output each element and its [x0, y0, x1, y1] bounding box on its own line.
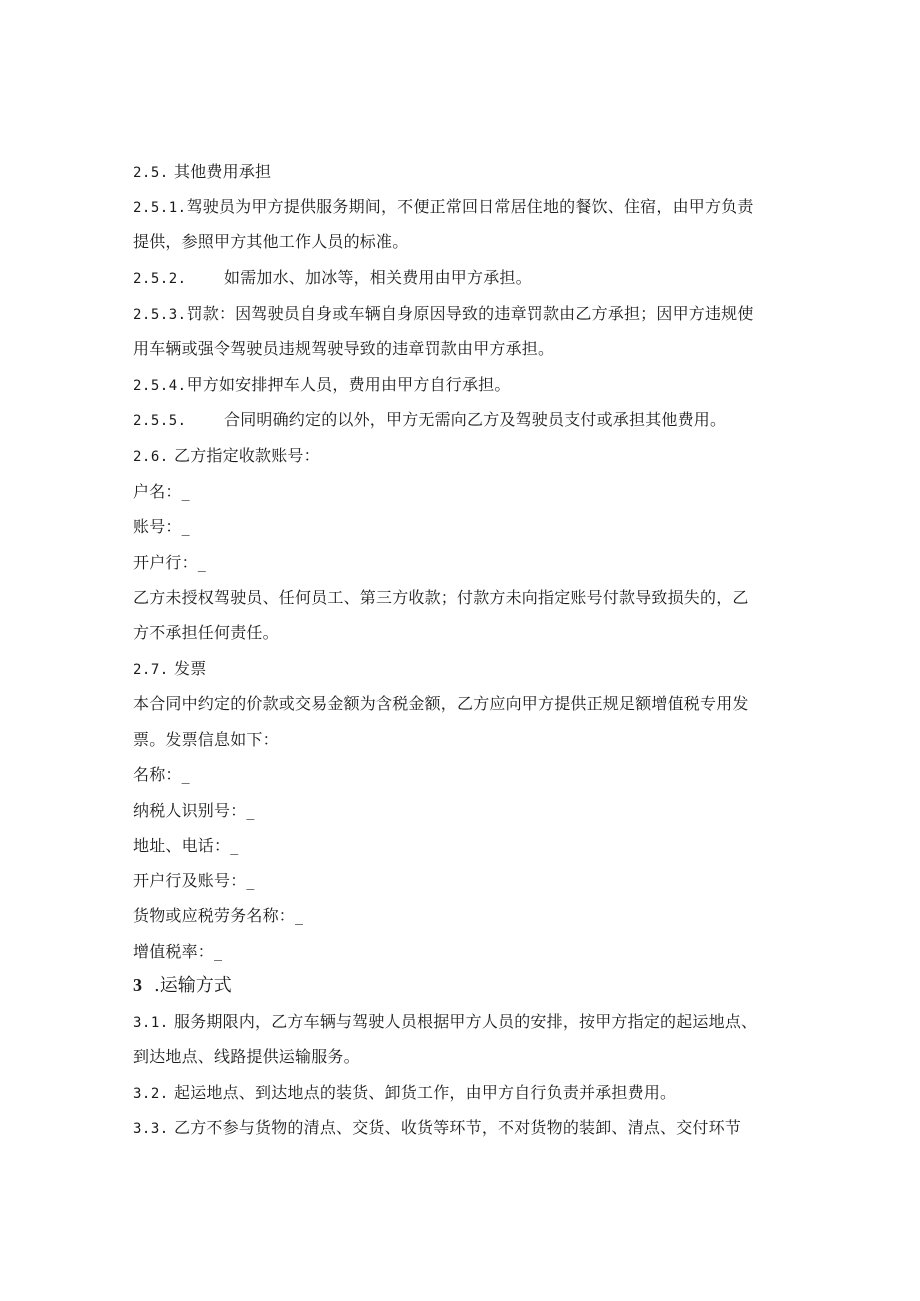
invoice-intro-text: 票。发票信息如下：: [133, 730, 279, 749]
clause-number: 3.1.: [133, 1015, 169, 1031]
section-number: 2.5.: [133, 165, 169, 181]
payment-note-text: 乙方未授权驾驶员、任何员工、第三方收款；付款方未向指定账号付款导致损失的，乙: [133, 588, 749, 607]
clause-number: 2.5.1.: [133, 200, 187, 216]
bank-text: 开户行：_: [133, 553, 207, 572]
clause-number: 2.5.5.: [133, 413, 187, 429]
address-phone-text: 地址、电话：_: [133, 836, 239, 855]
section-2-7-heading: [133, 659, 206, 680]
clause-2-5-4: [133, 375, 511, 396]
section-3-heading: [133, 974, 232, 997]
section-number: 2.7.: [133, 662, 169, 678]
clause-3-2: [133, 1083, 676, 1104]
account-name-text: 户名：_: [133, 482, 190, 501]
clause-text: 合同明确约定的以外，甲方无需向乙方及驾驶员支付或承担其他费用。: [224, 410, 727, 429]
clause-2-5-2: [133, 268, 532, 289]
section-2-6-heading: [133, 446, 320, 467]
bank-account-field: [133, 871, 255, 891]
vat-rate-field: [133, 942, 222, 962]
clause-text: 提供，参照甲方其他工作人员的标准。: [133, 232, 409, 251]
clause-2-5-1-line2: [133, 232, 408, 252]
clause-3-1-line2: [133, 1047, 360, 1067]
goods-name-field: [133, 906, 303, 926]
vat-rate-text: 增值税率：_: [133, 942, 223, 961]
clause-text: 到达地点、线路提供运输服务。: [133, 1047, 360, 1066]
clause-text: 如需加水、加冰等，相关费用由甲方承担。: [224, 268, 532, 287]
section-title: 其他费用承担: [174, 162, 272, 181]
address-phone-field: [133, 836, 238, 856]
section-title: 乙方指定收款账号：: [174, 446, 320, 465]
payment-note-text: 方不承担任何责任。: [133, 623, 279, 642]
bank-account-text: 开户行及账号：_: [133, 871, 255, 890]
bank-field: [133, 553, 206, 573]
account-number-field: [133, 517, 190, 537]
taxpayer-id-text: 纳税人识别号：_: [133, 801, 255, 820]
payment-note-line2: [133, 623, 279, 643]
clause-text: 用车辆或强令驾驶员违规驾驶导致的违章罚款由甲方承担。: [133, 339, 555, 358]
clause-2-5-3-line2: [133, 339, 554, 359]
clause-number: 2.5.2.: [133, 271, 187, 287]
payment-note-line1: [133, 588, 749, 608]
clause-2-5-5: [133, 410, 726, 431]
invoice-name-field: [133, 765, 190, 785]
clause-text: 乙方不参与货物的清点、交货、收货等环节，不对货物的装卸、清点、交付环节: [174, 1118, 742, 1137]
invoice-name-text: 名称：_: [133, 765, 190, 784]
account-name-field: [133, 482, 190, 502]
invoice-intro-line1: [133, 694, 749, 714]
clause-text: 起运地点、到达地点的装货、卸货工作，由甲方自行负责并承担费用。: [174, 1083, 677, 1102]
invoice-intro-text: 本合同中约定的价款或交易金额为含税金额，乙方应向甲方提供正规足额增值税专用发: [133, 694, 749, 713]
clause-number: 3.3.: [133, 1121, 169, 1137]
clause-3-1-line1: [133, 1012, 757, 1033]
clause-3-3: [133, 1118, 741, 1139]
clause-text: 服务期限内，乙方车辆与驾驶人员根据甲方人员的安排，按甲方指定的起运地点、: [174, 1012, 758, 1031]
goods-name-text: 货物或应税劳务名称：_: [133, 906, 304, 925]
clause-text: 驾驶员为甲方提供服务期间，不便正常回日常居住地的餐饮、住宿，由甲方负责: [186, 197, 754, 216]
taxpayer-id-field: [133, 801, 255, 821]
clause-2-5-3-line1: [133, 304, 754, 325]
clause-number: 3.2.: [133, 1086, 169, 1102]
clause-text: 罚款：因驾驶员自身或车辆自身原因导致的违章罚款由乙方承担；因甲方违规使: [186, 304, 754, 323]
section-title: .运输方式: [154, 975, 232, 996]
section-2-5-heading: [133, 162, 271, 183]
clause-text: 甲方如安排押车人员，费用由甲方自行承担。: [186, 375, 511, 394]
clause-number: 2.5.3.: [133, 307, 187, 323]
section-number: 2.6.: [133, 449, 169, 465]
section-number: 3: [133, 975, 142, 995]
account-number-text: 账号：_: [133, 517, 190, 536]
section-title: 发票: [174, 659, 207, 678]
invoice-intro-line2: [133, 730, 279, 750]
clause-number: 2.5.4.: [133, 378, 187, 394]
clause-2-5-1-line1: [133, 197, 754, 218]
